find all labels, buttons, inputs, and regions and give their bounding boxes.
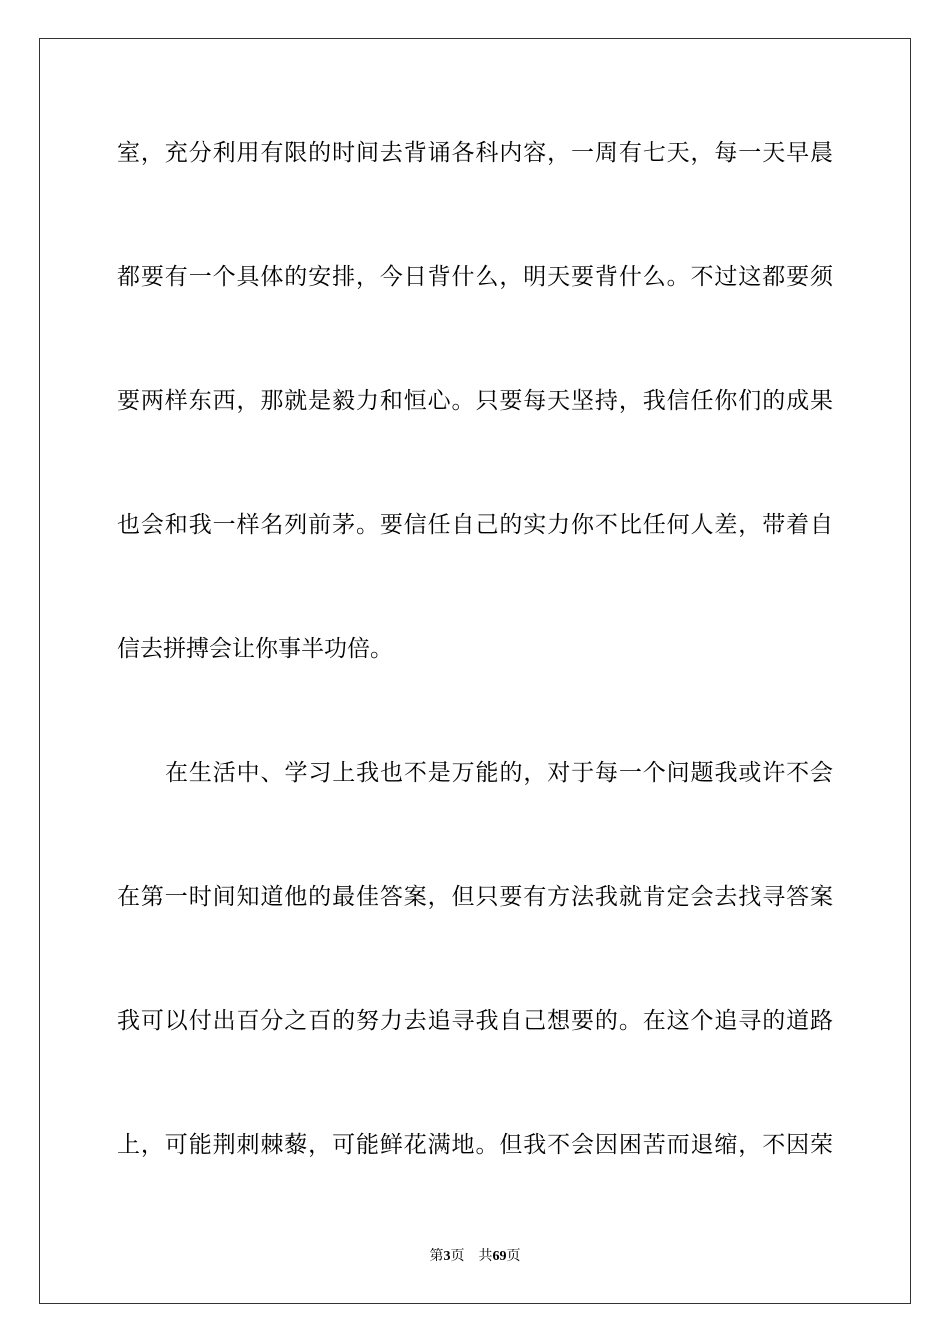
text-line-5: 信去拼搏会让你事半功倍。 — [117, 636, 393, 662]
total-prefix: 共 — [478, 1249, 493, 1264]
page-suffix: 页 — [450, 1249, 465, 1264]
text-line-6: 在生活中、学习上我也不是万能的，对于每一个问题我或许不会 — [165, 760, 833, 786]
text-line-8: 我可以付出百分之百的努力去追寻我自己想要的。在这个追寻的道路 — [117, 1008, 833, 1034]
page-border — [39, 38, 911, 1304]
text-line-3: 要两样东西，那就是毅力和恒心。只要每天坚持，我信任你们的成果 — [117, 388, 833, 414]
total-pages: 69 — [492, 1249, 507, 1264]
text-line-2: 都要有一个具体的安排，今日背什么，明天要背什么。不过这都要须 — [117, 264, 833, 290]
page-number: 3 — [443, 1249, 451, 1264]
text-line-7: 在第一时间知道他的最佳答案，但只要有方法我就肯定会去找寻答案 — [117, 884, 833, 910]
text-line-1: 室，充分利用有限的时间去背诵各科内容，一周有七天，每一天早晨 — [117, 140, 833, 166]
page-prefix: 第 — [429, 1249, 444, 1264]
total-suffix: 页 — [506, 1249, 521, 1264]
text-line-9: 上，可能荆刺棘藜，可能鲜花满地。但我不会因困苦而退缩，不因荣 — [117, 1132, 833, 1158]
text-line-4: 也会和我一样名列前茅。要信任自己的实力你不比任何人差，带着自 — [117, 512, 833, 538]
page-footer — [0, 1248, 950, 1266]
